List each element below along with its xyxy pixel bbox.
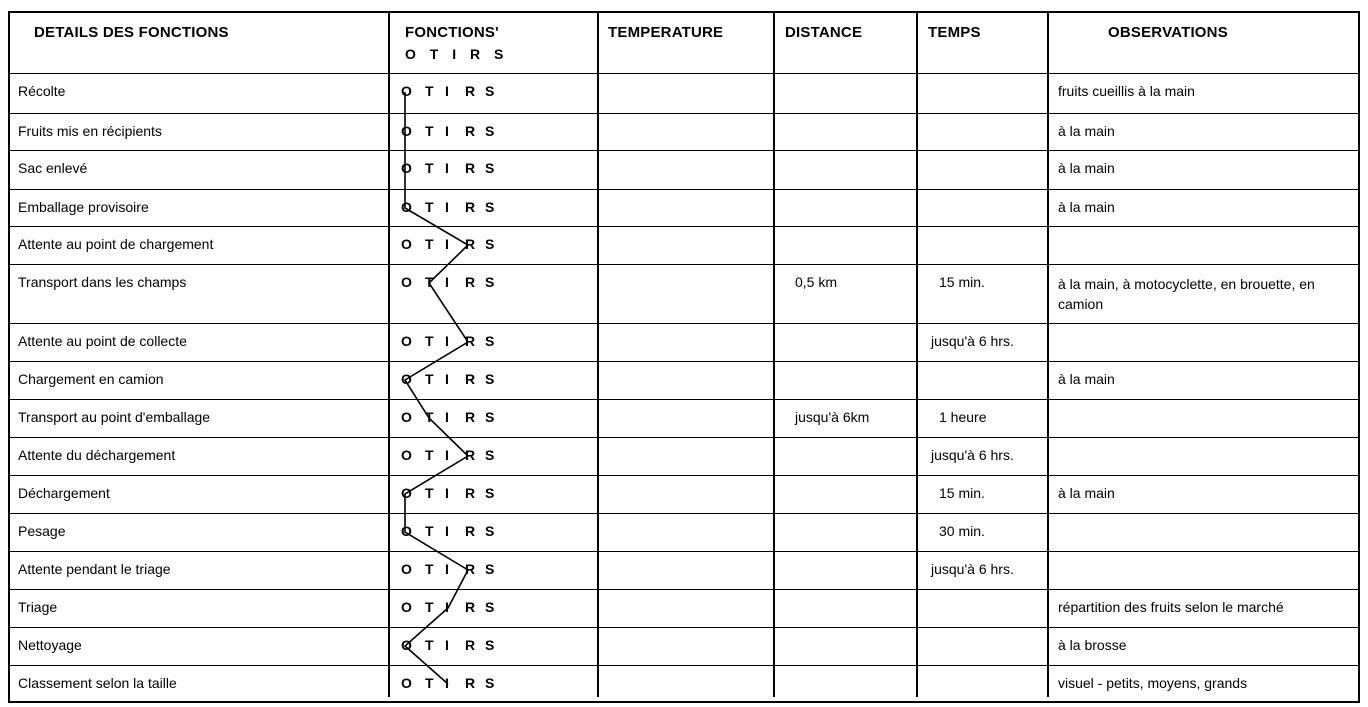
otirs-letter: R [465,447,476,463]
row-detail: Attente du déchargement [18,447,176,463]
otirs-letter: I [445,199,449,215]
otirs-letter: T [425,637,434,653]
otirs-letter: R [465,199,476,215]
otirs-letter: T [425,333,434,349]
otirs-letter: O [401,523,412,539]
otirs-letter: I [445,675,449,691]
row-detail: Nettoyage [18,637,82,653]
row-temps: 15 min. [939,485,985,501]
row-detail: Transport au point d'emballage [18,409,211,425]
otirs-letter: R [465,274,476,290]
otirs-letter: O [401,371,412,387]
row-observations: à la main [1058,160,1115,176]
header-distance: DISTANCE [785,24,863,41]
otirs-letter: T [425,447,434,463]
otirs-letter: S [485,523,495,539]
row-detail: Pesage [18,523,66,539]
otirs-letter: T [425,371,434,387]
otirs-letter: S [485,409,495,425]
row-temps: 1 heure [939,409,987,425]
otirs-letter: R [465,83,476,99]
row-observations: répartition des fruits selon le marché [1058,599,1284,615]
otirs-letter: S [485,637,495,653]
otirs-letter: O [401,675,412,691]
otirs-letter: I [445,160,449,176]
otirs-letter: T [425,160,434,176]
row-observations: à la main [1058,123,1115,139]
otirs-letter: R [465,333,476,349]
header-temps: TEMPS [928,24,981,41]
otirs-letter: S [485,123,495,139]
otirs-letter: O [401,485,412,501]
row-temps: jusqu'à 6 hrs. [931,561,1014,577]
row-detail: Fruits mis en récipients [18,123,162,139]
otirs-letter: O [401,333,412,349]
row-temps: jusqu'à 6 hrs. [931,333,1014,349]
otirs-letter: S [485,333,495,349]
row-observations: à la main [1058,485,1115,501]
otirs-letter: O [401,236,412,252]
otirs-letter: I [445,599,449,615]
otirs-letter: I [445,561,449,577]
otirs-letter: S [485,675,495,691]
row-observations: à la main [1058,199,1115,215]
otirs-letter: I [445,333,449,349]
row-distance: jusqu'à 6km [795,409,870,425]
otirs-letter: S [485,485,495,501]
otirs-letter: T [425,561,434,577]
row-observations: à la main, à motocyclette, en brouette, en camion [1058,276,1315,312]
row-temps: 15 min. [939,274,985,290]
otirs-letter: R [465,523,476,539]
otirs-letter: T [425,409,434,425]
otirs-letter: I [445,123,449,139]
otirs-letter: T [425,123,434,139]
row-detail: Sac enlevé [18,160,88,176]
otirs-letter: S [485,371,495,387]
row-distance: 0,5 km [795,274,838,290]
otirs-letter: T [425,83,434,99]
otirs-letter: S [485,447,495,463]
otirs-letter: R [465,236,476,252]
otirs-letter: T [425,523,434,539]
otirs-letter: I [445,485,449,501]
otirs-letter: O [401,274,412,290]
otirs-letter: O [401,447,412,463]
otirs-letter: I [445,447,449,463]
row-observations: visuel - petits, moyens, grands [1058,675,1248,691]
row-temps: jusqu'à 6 hrs. [931,447,1014,463]
row-detail: Déchargement [18,485,110,501]
row-detail: Attente pendant le triage [18,561,171,577]
header-fonctions: FONCTIONS' [405,24,499,41]
otirs-letter: O [401,83,412,99]
otirs-letter: R [465,123,476,139]
flow-polyline [405,92,468,684]
row-temps: 30 min. [939,523,985,539]
otirs-letter: I [445,523,449,539]
otirs-letter: S [485,83,495,99]
otirs-letter: T [425,236,434,252]
otirs-letter: S [485,274,495,290]
otirs-letter: O [401,123,412,139]
header-temperature: TEMPERATURE [608,24,724,41]
row-detail: Emballage provisoire [18,199,149,215]
otirs-letter: I [445,409,449,425]
otirs-letter: O [401,160,412,176]
otirs-letter: R [465,599,476,615]
row-observations: à la main [1058,371,1115,387]
row-detail: Attente au point de chargement [18,236,214,252]
otirs-letter: I [445,371,449,387]
otirs-letter: T [425,199,434,215]
otirs-letter: T [425,675,434,691]
otirs-letter: S [485,199,495,215]
otirs-letter: S [485,561,495,577]
header-fonctions-legend: O T I R S [405,46,509,62]
otirs-letter: O [401,199,412,215]
otirs-letter: T [425,274,434,290]
otirs-letter: R [465,371,476,387]
header-observations: OBSERVATIONS [1108,24,1228,41]
header-details: DETAILS DES FONCTIONS [34,24,229,41]
otirs-letter: O [401,637,412,653]
row-detail: Chargement en camion [18,371,164,387]
otirs-letter: I [445,274,449,290]
otirs-letter: I [445,236,449,252]
otirs-letter: T [425,485,434,501]
row-detail: Transport dans les champs [18,274,187,290]
row-detail: Attente au point de collecte [18,333,187,349]
otirs-letter: S [485,236,495,252]
otirs-letter: R [465,160,476,176]
row-detail: Triage [18,599,58,615]
row-detail: Classement selon la taille [18,675,177,691]
otirs-letter: S [485,160,495,176]
otirs-letter: R [465,561,476,577]
row-detail: Récolte [18,83,66,99]
otirs-letter: R [465,675,476,691]
otirs-letter: O [401,599,412,615]
otirs-letter: T [425,599,434,615]
otirs-letter: R [465,637,476,653]
otirs-letter: O [401,409,412,425]
row-observations: fruits cueillis à la main [1058,83,1195,99]
otirs-letter: I [445,83,449,99]
otirs-letter: R [465,485,476,501]
row-observations: à la brosse [1058,637,1127,653]
otirs-letter: R [465,409,476,425]
otirs-letter: O [401,561,412,577]
otirs-letter: S [485,599,495,615]
otirs-letter: I [445,637,449,653]
